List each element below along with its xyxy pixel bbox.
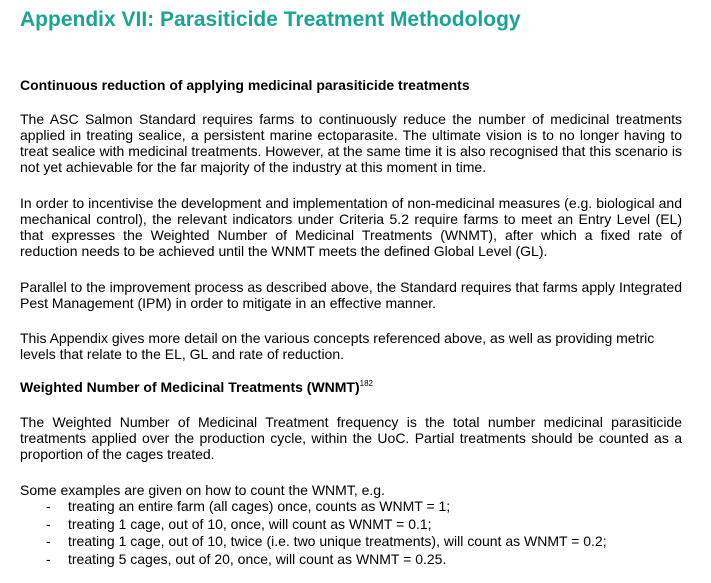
list-item-text: treating 5 cages, out of 20, once, will count as WNMT = 0.25. (68, 550, 447, 567)
bullet-dash: - (46, 515, 51, 532)
examples-list (20, 498, 690, 568)
list-item-text: treating 1 cage, out of 10, once, will count as WNMT = 0.1; (68, 515, 432, 532)
section-heading-wnmt (20, 379, 373, 395)
list-item-text: treating an entire farm (all cages) once, counts as WNMT = 1; (68, 498, 451, 514)
section-heading-wnmt-text: Weighted Number of Medicinal Treatments (WNMT) (20, 379, 360, 395)
examples-block (20, 482, 690, 568)
paragraph-parallel-ipm: Parallel to the improvement process as described above, the Standard requires that farms apply Integrated Pest Management (IPM) in order to mitigate in an effective manner. (20, 279, 682, 311)
list-item (20, 498, 690, 516)
list-item (20, 551, 690, 569)
paragraph-appendix-detail: This Appendix gives more detail on the various concepts referenced above, as well as providing metric levels that relate to the EL, GL and rate of reduction. (20, 330, 655, 362)
paragraph-wnmt-definition: The Weighted Number of Medicinal Treatment frequency is the total number medicinal parasiticide treatments applied over the production cycle, within the UoC. Partial treatments should be counted as a proportion of the cages treated. (20, 414, 682, 462)
section-heading-continuous-reduction: Continuous reduction of applying medicinal parasiticide treatments (20, 77, 470, 93)
page-title: Appendix VII: Parasiticide Treatment Methodology (20, 8, 521, 31)
bullet-dash: - (46, 533, 51, 549)
footnote-marker: 182 (359, 379, 374, 388)
list-item-text: treating 1 cage, out of 10, twice (i.e. two unique treatments), will count as WNMT = 0.2; (68, 533, 607, 549)
bullet-dash: - (46, 498, 51, 514)
list-item (20, 533, 690, 551)
paragraph-incentivise: In order to incentivise the development and implementation of non-medicinal measures (e.g. biological and mechanical control), the relevant indicators under Criteria 5.2 require farms to meet an Entry Level (EL) that expresses the Weighted Number of Medicinal Treatments (WNMT), after which a fixed rate of reduction needs to be achieved until the WNMT meets the defined Global Level (GL). (20, 195, 682, 259)
examples-intro: Some examples are given on how to count the WNMT, e.g. (20, 482, 385, 498)
paragraph-asc-standard: The ASC Salmon Standard requires farms to continuously reduce the number of medicinal treatments applied in treating sealice, a persistent marine ectoparasite. The ultimate vision is to no longer having to treat sealice with medicinal treatments. However, at the same time it is also recognised that this scenario is not yet achievable for the far majority of the industry at this moment in time. (20, 111, 682, 175)
list-item (20, 516, 690, 534)
bullet-dash: - (46, 550, 51, 567)
